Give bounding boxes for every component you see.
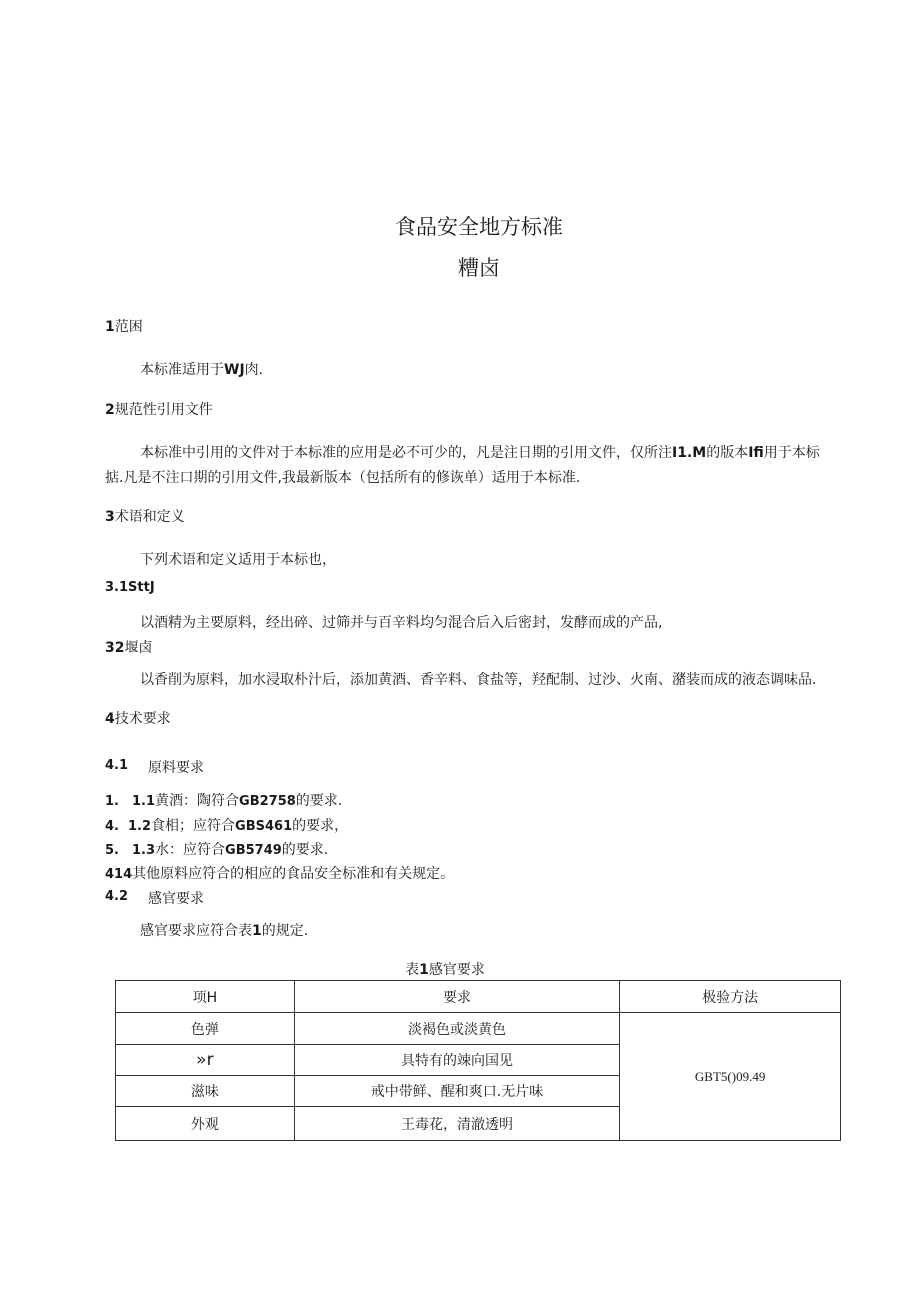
text: 的版本 [706,445,749,461]
section-number: 3 [105,509,115,525]
section-number: 1 [105,319,115,335]
section-title: 原料要求 [148,760,204,776]
section-title: 堰卤 [124,640,153,656]
material-item-3 [105,839,328,859]
text: 1 [419,962,429,978]
section-title: 感官要求 [148,891,204,907]
text: I1.M [672,445,707,461]
standard-code: GBS461 [235,819,293,834]
text: WJ [224,362,245,378]
text: 的要求. [281,842,329,858]
cell-requirement: 淡褐色或淡黄色 [294,1013,620,1045]
document-subtitle: 糟卤 [458,256,500,280]
section-number: 4 [105,711,115,727]
section-number: 32 [105,640,125,656]
section-3-1-text: 以酒精为主要原料，经出碎、过筛并与百辛料均匀混合后入后密封，发酵而成的产品, [140,615,663,631]
section-number: 2 [105,402,115,418]
section-number: 4.1 [105,758,129,773]
column-header-requirement: 要求 [294,981,620,1013]
section-2-line-2: 掂.凡是不注口期的引用文件,我最新版本（包括所有的修诙单）适用于本标准. [105,470,581,486]
text: 食相；应符合 [151,818,236,834]
text: 本标准中引用的文件对于本标准的应用是必不可少的，凡是注日期的引用文件，仅所注 [140,445,672,461]
table-row [116,1013,841,1045]
text: 其他原料应符合的相应的食品安全标准和有关规定。 [132,866,455,882]
section-4-2-heading [105,888,204,907]
clause-code: 414 [105,867,133,882]
cell-item: 外观 [116,1107,295,1141]
text: 感官要求 [428,962,485,978]
table-header-row [116,981,841,1013]
cell-item: »r [116,1045,295,1076]
section-title: 术语和定义 [114,509,185,525]
text: 1 [252,923,262,939]
clause-code: 1.1 [132,794,156,809]
clause-code: 1.2 [128,819,152,834]
section-1-heading [105,316,143,336]
text: 的要求， [292,818,349,834]
sensory-requirements-table [115,980,841,1141]
text: 的规定. [261,923,309,939]
cell-requirement: 戒中带鲜、醒和爽口.无片味 [294,1076,620,1107]
standard-code: GB5749 [225,843,282,858]
table-caption [0,959,890,979]
text: Ifi [748,445,764,461]
material-item-4 [105,863,454,883]
cell-item: 色弹 [116,1013,295,1045]
material-item-2 [105,815,348,835]
section-3-2-heading [105,637,152,657]
section-3-2-text: 以香削为原料，加水浸取朴汁后，添加黄酒、香辛料、食盐等，羟配制、过沙、火南、潴装而成的液态调味品. [140,672,817,688]
text: 本标准适用于 [140,362,224,378]
section-title: 规范性引用文件 [114,402,213,418]
section-2-heading [105,399,213,419]
section-4-heading [105,708,171,728]
document-title: 食品安全地方标准 [395,215,563,239]
cell-requirement: 具特有的竦向国见 [294,1045,620,1076]
cell-item: 滋味 [116,1076,295,1107]
cell-requirement: 王毒花，清澈透明 [294,1107,620,1141]
material-item-1 [105,790,342,810]
text: 的要求. [295,793,343,809]
section-2-line-1 [140,442,820,462]
section-number: 4.2 [105,889,129,904]
list-number: 5. [105,843,119,858]
text: 用于本标 [763,445,820,461]
section-3-text: 下列术语和定义适用于本标也， [140,552,336,568]
standard-code: GB2758 [239,794,296,809]
list-number: 4. [105,819,119,834]
section-4-2-text [140,920,308,940]
clause-code: 1.3 [132,843,156,858]
section-1-text [140,359,263,379]
section-title: 技术要求 [114,711,171,727]
section-4-1-heading [105,757,204,776]
column-header-method: 极验方法 [620,981,841,1013]
text: 水：应符合 [155,842,226,858]
text: 黄酒：陶符合 [155,793,240,809]
section-3-1-heading: 3.1SttJ [105,580,155,595]
list-number: 1. [105,794,119,809]
section-3-heading [105,506,185,526]
section-title: 范困 [114,319,143,335]
text: 表 [405,962,420,978]
column-header-item: 项H [116,981,295,1013]
cell-method: GBT5()09.49 [620,1013,841,1141]
text: 感官要求应符合表 [140,923,252,939]
text: 肉. [244,362,264,378]
